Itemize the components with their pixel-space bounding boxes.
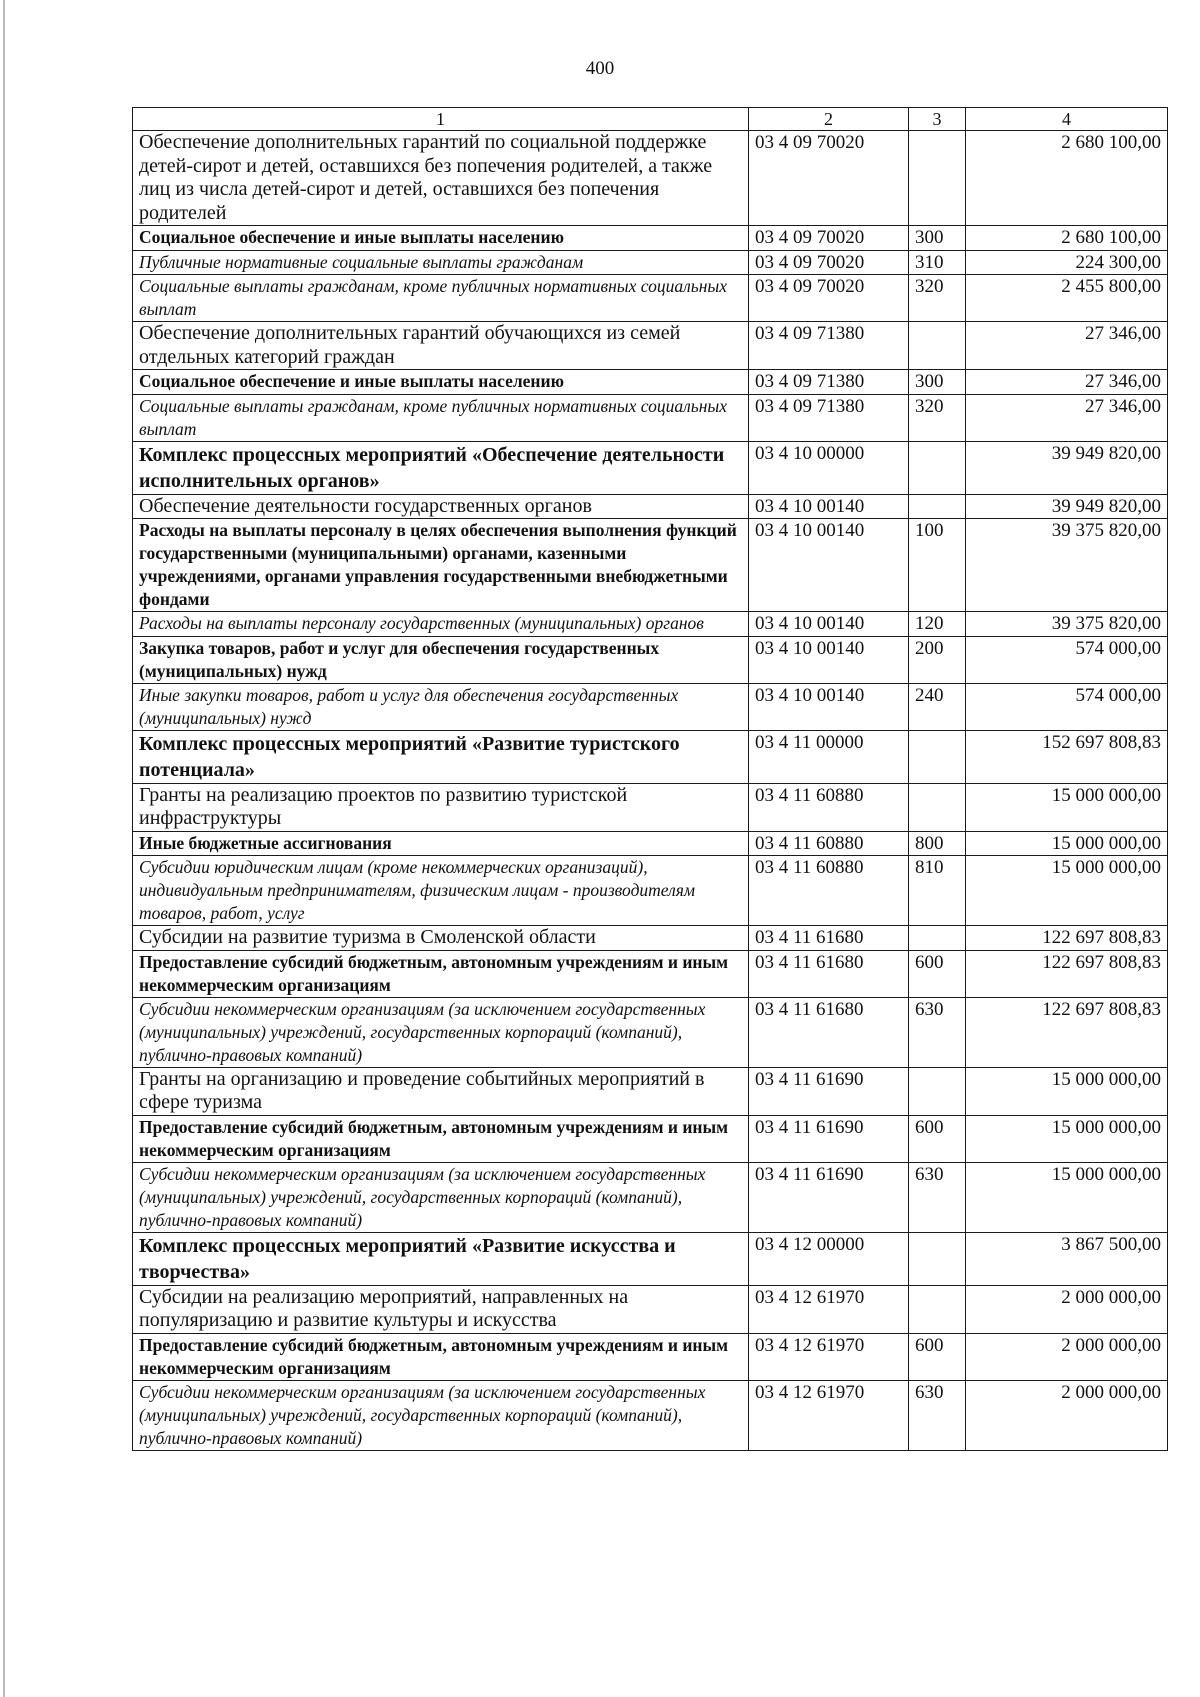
row-code: 03 4 11 60880 xyxy=(749,783,909,831)
row-amount: 15 000 000,00 xyxy=(966,1115,1168,1162)
row-name: Закупка товаров, работ и услуг для обеспечения государственных (муниципальных) нужд xyxy=(133,636,749,683)
table-row xyxy=(133,926,1168,951)
row-code: 03 4 11 00000 xyxy=(749,730,909,783)
row-name: Обеспечение дополнительных гарантий обучающихся из семей отдельных категорий граждан xyxy=(133,322,749,370)
row-amount: 15 000 000,00 xyxy=(966,1067,1168,1115)
row-kvr: 100 xyxy=(909,519,966,612)
row-name: Субсидии некоммерческим организациям (за исключением государственных (муниципальных) учреждений, государственных корпораций (компаний), публично-правовых компаний) xyxy=(133,1380,749,1450)
row-code: 03 4 09 70020 xyxy=(749,250,909,275)
column-header-4: 4 xyxy=(966,108,1168,131)
row-kvr xyxy=(909,783,966,831)
table-row xyxy=(133,636,1168,683)
table-row xyxy=(133,275,1168,322)
row-amount: 2 000 000,00 xyxy=(966,1380,1168,1450)
row-amount: 15 000 000,00 xyxy=(966,856,1168,926)
row-code: 03 4 09 70020 xyxy=(749,275,909,322)
row-kvr xyxy=(909,1285,966,1333)
row-code: 03 4 09 70020 xyxy=(749,226,909,251)
row-kvr: 240 xyxy=(909,683,966,730)
table-row xyxy=(133,441,1168,494)
row-code: 03 4 11 61680 xyxy=(749,997,909,1067)
row-code: 03 4 09 71380 xyxy=(749,370,909,395)
row-name: Субсидии на реализацию мероприятий, направленных на популяризацию и развитие культуры и искусства xyxy=(133,1285,749,1333)
row-code: 03 4 12 00000 xyxy=(749,1232,909,1285)
row-kvr xyxy=(909,1067,966,1115)
row-name: Социальное обеспечение и иные выплаты населению xyxy=(133,370,749,395)
budget-table xyxy=(132,107,1168,1451)
row-amount: 15 000 000,00 xyxy=(966,831,1168,856)
row-kvr xyxy=(909,730,966,783)
table-row xyxy=(133,1162,1168,1232)
table-row xyxy=(133,370,1168,395)
row-kvr: 320 xyxy=(909,394,966,441)
row-amount: 15 000 000,00 xyxy=(966,783,1168,831)
row-kvr xyxy=(909,441,966,494)
table-row xyxy=(133,856,1168,926)
row-amount: 2 000 000,00 xyxy=(966,1285,1168,1333)
row-name: Обеспечение деятельности государственных органов xyxy=(133,494,749,519)
row-kvr: 630 xyxy=(909,1380,966,1450)
table-row xyxy=(133,730,1168,783)
row-name: Комплекс процессных мероприятий «Развитие туристского потенциала» xyxy=(133,730,749,783)
row-kvr: 810 xyxy=(909,856,966,926)
row-amount: 3 867 500,00 xyxy=(966,1232,1168,1285)
row-code: 03 4 11 60880 xyxy=(749,831,909,856)
table-header-row xyxy=(133,108,1168,131)
row-amount: 39 375 820,00 xyxy=(966,519,1168,612)
row-name: Социальные выплаты гражданам, кроме публичных нормативных социальных выплат xyxy=(133,275,749,322)
row-code: 03 4 09 71380 xyxy=(749,322,909,370)
row-amount: 39 949 820,00 xyxy=(966,441,1168,494)
row-kvr: 200 xyxy=(909,636,966,683)
table-row xyxy=(133,250,1168,275)
table-row xyxy=(133,322,1168,370)
row-name: Комплекс процессных мероприятий «Развитие искусства и творчества» xyxy=(133,1232,749,1285)
row-amount: 122 697 808,83 xyxy=(966,950,1168,997)
row-kvr: 120 xyxy=(909,612,966,637)
row-code: 03 4 10 00140 xyxy=(749,612,909,637)
row-code: 03 4 10 00140 xyxy=(749,636,909,683)
table-row xyxy=(133,131,1168,226)
column-header-3: 3 xyxy=(909,108,966,131)
row-amount: 122 697 808,83 xyxy=(966,926,1168,951)
row-code: 03 4 10 00140 xyxy=(749,519,909,612)
row-amount: 39 375 820,00 xyxy=(966,612,1168,637)
row-code: 03 4 11 61680 xyxy=(749,950,909,997)
row-name: Комплекс процессных мероприятий «Обеспечение деятельности исполнительных органов» xyxy=(133,441,749,494)
table-row xyxy=(133,494,1168,519)
table-row xyxy=(133,519,1168,612)
row-kvr xyxy=(909,131,966,226)
table-row xyxy=(133,683,1168,730)
row-code: 03 4 12 61970 xyxy=(749,1333,909,1380)
row-amount: 27 346,00 xyxy=(966,322,1168,370)
row-name: Субсидии на развитие туризма в Смоленской области xyxy=(133,926,749,951)
column-header-2: 2 xyxy=(749,108,909,131)
row-code: 03 4 10 00140 xyxy=(749,683,909,730)
row-kvr: 320 xyxy=(909,275,966,322)
table-row xyxy=(133,1115,1168,1162)
row-name: Иные закупки товаров, работ и услуг для обеспечения государственных (муниципальных) нужд xyxy=(133,683,749,730)
row-kvr xyxy=(909,1232,966,1285)
column-header-1: 1 xyxy=(133,108,749,131)
row-amount: 27 346,00 xyxy=(966,394,1168,441)
row-code: 03 4 11 61690 xyxy=(749,1115,909,1162)
table-row xyxy=(133,1380,1168,1450)
row-code: 03 4 09 70020 xyxy=(749,131,909,226)
row-amount: 2 455 800,00 xyxy=(966,275,1168,322)
row-kvr: 600 xyxy=(909,950,966,997)
row-amount: 2 000 000,00 xyxy=(966,1333,1168,1380)
row-kvr xyxy=(909,322,966,370)
row-kvr: 600 xyxy=(909,1115,966,1162)
row-name: Субсидии некоммерческим организациям (за исключением государственных (муниципальных) учреждений, государственных корпораций (компаний), публично-правовых компаний) xyxy=(133,1162,749,1232)
page-number: 400 xyxy=(585,58,615,79)
row-kvr: 600 xyxy=(909,1333,966,1380)
row-name: Обеспечение дополнительных гарантий по социальной поддержке детей-сирот и детей, оставшихся без попечения родителей, а также лиц из числа детей-сирот и детей, оставшихся без попечения родителей xyxy=(133,131,749,226)
row-code: 03 4 09 71380 xyxy=(749,394,909,441)
row-code: 03 4 12 61970 xyxy=(749,1285,909,1333)
budget-table-body xyxy=(133,108,1168,1451)
row-amount: 224 300,00 xyxy=(966,250,1168,275)
table-row xyxy=(133,1067,1168,1115)
row-kvr: 630 xyxy=(909,1162,966,1232)
row-code: 03 4 11 60880 xyxy=(749,856,909,926)
row-name: Расходы на выплаты персоналу в целях обеспечения выполнения функций государственными (муниципальными) органами, казенными учреждениями, органами управления государственными внебюджетными фондами xyxy=(133,519,749,612)
row-kvr xyxy=(909,494,966,519)
row-amount: 574 000,00 xyxy=(966,636,1168,683)
row-name: Предоставление субсидий бюджетным, автономным учреждениям и иным некоммерческим организациям xyxy=(133,1115,749,1162)
row-code: 03 4 11 61690 xyxy=(749,1067,909,1115)
table-row xyxy=(133,997,1168,1067)
row-name: Иные бюджетные ассигнования xyxy=(133,831,749,856)
row-name: Субсидии юридическим лицам (кроме некоммерческих организаций), индивидуальным предпринимателям, физическим лицам - производителям товаров, работ, услуг xyxy=(133,856,749,926)
row-amount: 574 000,00 xyxy=(966,683,1168,730)
row-kvr xyxy=(909,926,966,951)
table-row xyxy=(133,394,1168,441)
scan-edge-line xyxy=(3,0,5,1697)
row-name: Расходы на выплаты персоналу государственных (муниципальных) органов xyxy=(133,612,749,637)
row-name: Публичные нормативные социальные выплаты гражданам xyxy=(133,250,749,275)
row-amount: 2 680 100,00 xyxy=(966,131,1168,226)
row-code: 03 4 10 00000 xyxy=(749,441,909,494)
table-row xyxy=(133,950,1168,997)
row-kvr: 300 xyxy=(909,226,966,251)
table-row xyxy=(133,226,1168,251)
row-amount: 2 680 100,00 xyxy=(966,226,1168,251)
row-name: Субсидии некоммерческим организациям (за исключением государственных (муниципальных) учреждений, государственных корпораций (компаний), публично-правовых компаний) xyxy=(133,997,749,1067)
row-kvr: 300 xyxy=(909,370,966,395)
row-kvr: 310 xyxy=(909,250,966,275)
table-row xyxy=(133,1232,1168,1285)
row-code: 03 4 11 61680 xyxy=(749,926,909,951)
row-code: 03 4 10 00140 xyxy=(749,494,909,519)
row-amount: 15 000 000,00 xyxy=(966,1162,1168,1232)
table-row xyxy=(133,1285,1168,1333)
row-kvr: 630 xyxy=(909,997,966,1067)
row-name: Гранты на организацию и проведение событийных мероприятий в сфере туризма xyxy=(133,1067,749,1115)
row-name: Социальные выплаты гражданам, кроме публичных нормативных социальных выплат xyxy=(133,394,749,441)
row-amount: 39 949 820,00 xyxy=(966,494,1168,519)
row-amount: 152 697 808,83 xyxy=(966,730,1168,783)
row-code: 03 4 11 61690 xyxy=(749,1162,909,1232)
row-code: 03 4 12 61970 xyxy=(749,1380,909,1450)
row-kvr: 800 xyxy=(909,831,966,856)
table-row xyxy=(133,1333,1168,1380)
table-row xyxy=(133,831,1168,856)
row-amount: 122 697 808,83 xyxy=(966,997,1168,1067)
row-name: Социальное обеспечение и иные выплаты населению xyxy=(133,226,749,251)
table-row xyxy=(133,783,1168,831)
row-name: Предоставление субсидий бюджетным, автономным учреждениям и иным некоммерческим организациям xyxy=(133,950,749,997)
row-name: Предоставление субсидий бюджетным, автономным учреждениям и иным некоммерческим организациям xyxy=(133,1333,749,1380)
table-row xyxy=(133,612,1168,637)
row-name: Гранты на реализацию проектов по развитию туристской инфраструктуры xyxy=(133,783,749,831)
row-amount: 27 346,00 xyxy=(966,370,1168,395)
